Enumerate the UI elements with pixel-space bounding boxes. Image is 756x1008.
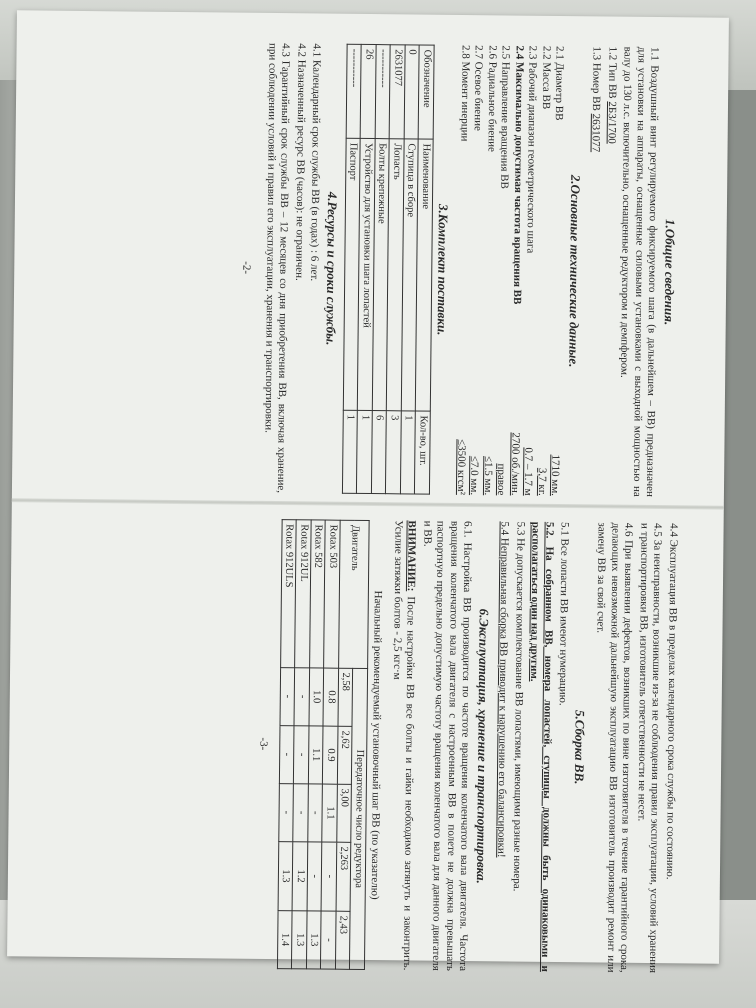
pitch-cell: 1.2 — [293, 842, 308, 911]
spec-label: 2.4 Максимально допустимая частота вращения ВВ — [510, 45, 526, 305]
para-4-6: 4.6 При выявлении дефектов, возникших по вине изготовителя в течение гарантийного срока, делающих невозможной дальнейшую эксплуатацию ВВ изготовитель производит ремонт или замену ВВ за свой счет. — [594, 522, 636, 973]
propeller-number: 2631077 — [590, 113, 603, 153]
pitch-cell: - — [321, 911, 336, 969]
spec-label: 2.2 Масса ВВ — [539, 45, 553, 110]
spec-value: 1710 мм. — [549, 454, 562, 497]
pitch-cell: 1.3 — [306, 911, 321, 969]
para-4-4: 4.4 Эксплуатация ВВ в пределах календарного срока службы по состоянию. — [663, 523, 680, 880]
gear-ratio-cell: 2,58 — [338, 668, 353, 726]
pitch-cell: - — [293, 784, 308, 842]
spec-value: 0.7 – 1.7 м — [522, 447, 535, 496]
gear-ratio-header: Передаточное число редуктора — [350, 668, 368, 969]
page-number-3: -3- — [257, 737, 270, 751]
pitch-cell: 1.3 — [292, 911, 307, 969]
pitch-cell: - — [279, 783, 294, 841]
engine-name: Rotax 582 — [310, 520, 326, 668]
para-4-1: 4.1 Календарный срок службы ВВ (в годах) : 6 лет. — [308, 43, 324, 282]
kit-cell: ----------- — [346, 44, 361, 138]
kit-cell: 1 — [342, 410, 357, 493]
spec-label: 2.3 Рабочий диапазон геометрического шага — [524, 45, 540, 254]
kit-header-cell: Наименование — [416, 139, 433, 411]
pitch-cell: 1.3 — [278, 841, 293, 910]
para-5-3: 5.3 Не допускается комплектование ВВ лопастями, имеющими разные номера. — [510, 521, 527, 892]
kit-cell: ----------- — [375, 45, 390, 139]
spec-value: ≤7.0 мм. — [468, 455, 481, 496]
pitch-cell: 0.8 — [323, 668, 338, 726]
gear-ratio-cell: 2,43 — [335, 911, 350, 969]
pitch-cell: 1.0 — [309, 668, 324, 726]
para-4-5: 4.5 За неисправности, возникшие из-за не соблюдения правил эксплуатации, условий хранения и транспортировки ВВ, изготовитель ответственности не несет. — [635, 522, 665, 974]
kit-header-cell: Обозначение — [419, 45, 434, 139]
kit-cell: 1 — [357, 410, 372, 493]
para-4-3: 4.3 Гарантийный срок службы ВВ – 12 месяцев со дня приобретения ВВ, включая хранение, при соблюдении условий и правил его эксплуатации, хранения и транспортировки. — [262, 42, 293, 494]
kit-cell: 3 — [386, 411, 401, 494]
para-warning — [386, 520, 418, 970]
engine-header: Двигатель — [339, 520, 370, 668]
pitch-cell: 1.1 — [322, 784, 337, 842]
section-2-title: 2.Основные технические данные. — [566, 174, 584, 368]
section-5-title: 5.Сборка ВВ. — [571, 709, 588, 785]
spec-label: 2.8 Момент инерции — [458, 44, 472, 142]
pitch-cell: 0.9 — [323, 726, 338, 784]
engine-name: Rotax 912ULS — [281, 520, 297, 668]
page-3 — [0, 516, 680, 973]
pitch-cell: - — [280, 667, 295, 725]
spec-value: ≤3500 кгсм² — [454, 439, 468, 496]
para-5-1: 5.1 Все лопасти ВВ имеют нумерацию. — [557, 522, 572, 706]
pitch-cell: - — [322, 842, 337, 911]
para-1-2-label: 1.2 Тип ВВ — [606, 46, 619, 99]
kit-cell: 26 — [361, 44, 376, 138]
kit-cell: Лопасть — [387, 139, 404, 411]
gear-ratio-cell: 2,62 — [337, 726, 352, 784]
pitch-cell: - — [294, 668, 309, 726]
booklet-fold — [12, 498, 724, 509]
kit-header-cell: Кол-во, шт. — [415, 411, 430, 494]
propeller-type: 2Б3/1700 — [605, 101, 619, 144]
spec-label: 2.7 Осевое биение — [472, 45, 486, 131]
page-number-2: -2- — [240, 261, 253, 275]
pitch-table-header-1 — [350, 520, 369, 969]
pitch-table — [277, 519, 370, 970]
kit-table — [342, 44, 435, 495]
para-1-3-label: 1.3 Номер ВВ — [590, 46, 604, 111]
pitch-table-caption: Начальный рекомендуемый установочный шаг ВВ (по указателю) — [369, 590, 385, 900]
kit-cell: Устройство для установки шага лопастей — [358, 138, 375, 410]
section-4-title: 4.Ресурсы и сроки службы. — [323, 191, 341, 346]
pitch-table-body — [277, 520, 340, 970]
pitch-cell: - — [308, 784, 323, 842]
kit-cell: 0 — [404, 45, 419, 139]
gear-ratio-cell: 2,263 — [336, 842, 351, 911]
para-6-1: 6.1. Настройка ВВ производится по частоте вращения коленчатого вала двигателя. Частота вращения коленчатого вала двигателя с настроенным ВВ в полете не должна превышать паспортную предельно допустимую частоту вращения коленчатого вала для данного двигателя и ВВ. — [421, 520, 475, 972]
gear-ratio-cell: 3,00 — [337, 784, 352, 842]
kit-cell: 6 — [371, 410, 386, 493]
spec-value: 2700 об./мин. — [508, 432, 522, 496]
spec-value: ≤1.5 мм. — [481, 455, 495, 496]
spec-label: 2.5 Направление вращения ВВ — [498, 45, 513, 189]
kit-cell: Паспорт — [343, 138, 360, 410]
engine-name: Rotax 503 — [324, 520, 340, 668]
kit-table-body — [342, 44, 419, 494]
pitch-cell: - — [279, 725, 294, 783]
spec-label: 2.6 Радиальное биение — [485, 45, 499, 152]
warning-label: ВНИМАНИЕ: — [405, 520, 419, 592]
pitch-cell: - — [294, 726, 309, 784]
specs-list — [453, 45, 566, 496]
kit-cell: Ступица в сборе — [401, 139, 418, 411]
section-6-title: 6.Эксплуатация, хранение и транспортировка. — [473, 608, 492, 884]
section-3-title: 3.Комплект поставки. — [435, 203, 452, 336]
pitch-cell: 1.1 — [308, 726, 323, 784]
para-1-1: 1.1 Воздушный винт регулируемого фиксируемого шага (в дальнейшем – ВВ) предназначен для установки на аппараты, оснащенные силовыми установками с выходной мощностью на валу до 130 л.с. включительно, оснащенные редуктором и демпфером. — [618, 46, 662, 498]
warning-text: После настройки ВВ все болты и гайки необходимо затянуть и законтрить. Усилие затяжки болтов - 2,5 кгс·м — [390, 520, 418, 971]
spec-value: 3,7 кг. — [535, 467, 549, 496]
para-4-2: 4.2 Назначенный ресурс ВВ (часов): не ограничен. — [293, 43, 308, 281]
pitch-cell: - — [307, 842, 322, 911]
kit-cell: 2631077 — [390, 45, 405, 139]
kit-cell: 1 — [400, 411, 415, 494]
passport-booklet — [7, 10, 729, 974]
kit-cell: Болты крепежные — [372, 139, 389, 411]
para-5-4: 5.4 Неправильная сборка ВВ приводит к нарушению его балансировки! — [495, 521, 512, 858]
section-1-title: 1.Общие сведения. — [661, 218, 678, 326]
pitch-cell: 1.4 — [277, 910, 292, 968]
spec-value: правое — [495, 463, 508, 496]
page-2 — [0, 40, 685, 497]
para-5-2: 5.2. На собранном ВВ, номера лопастей, ступицы должны быть одинаковыми и располагаться один над другим. — [528, 521, 556, 972]
engine-name: Rotax 912UL — [295, 520, 311, 668]
spec-label: 2.1 Диаметр ВВ — [553, 45, 567, 121]
